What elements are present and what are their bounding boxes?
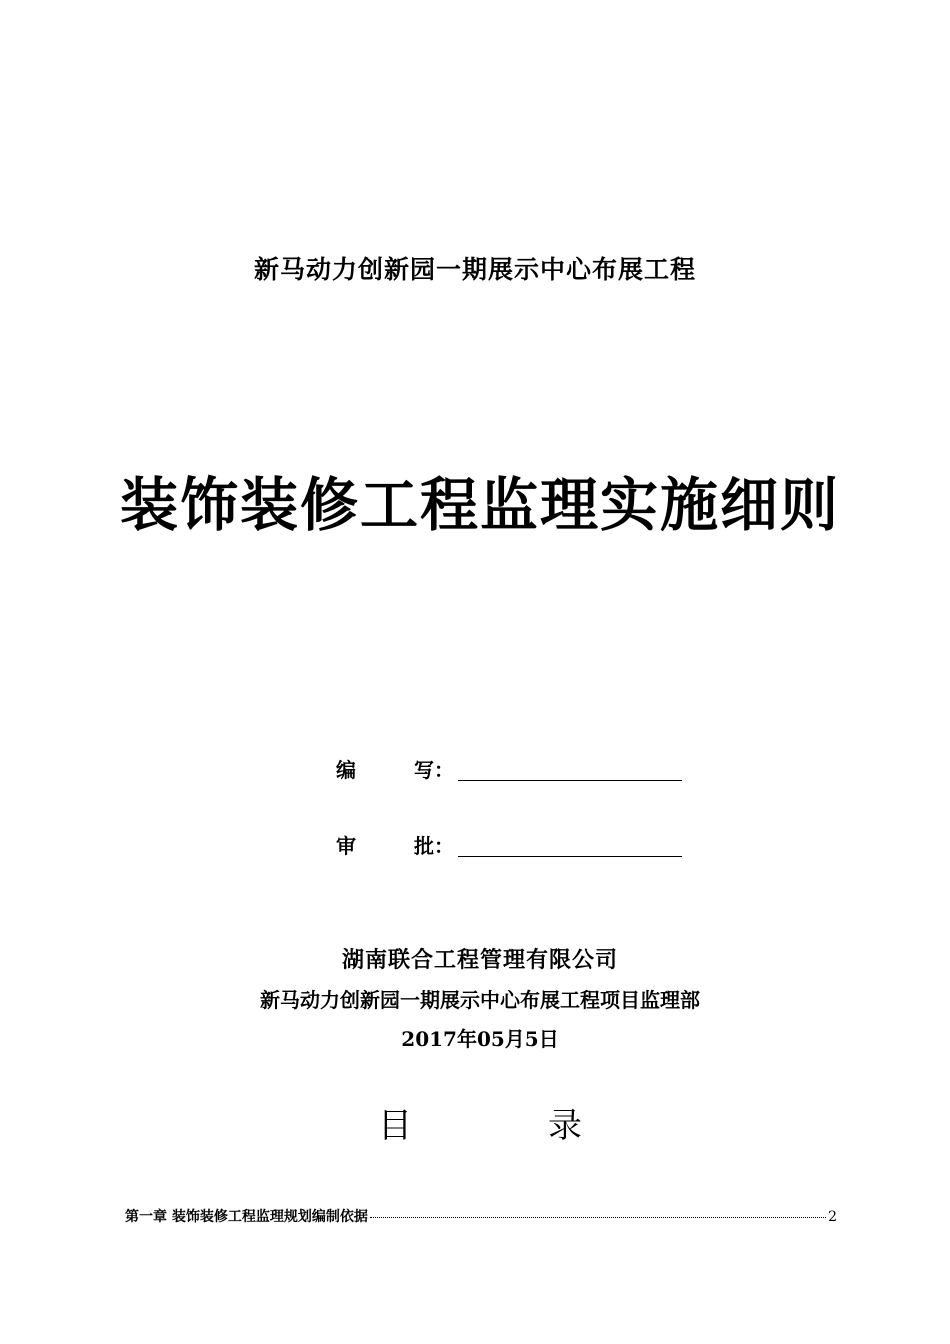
project-title: 新马动力创新园一期展示中心布展工程 [253,255,696,284]
document-date: 2017年05月5日 [401,1027,559,1051]
toc-leader-dots [370,1217,826,1218]
toc-entry-page: 2 [828,1209,837,1225]
signature-label-char2: 批： [414,834,454,858]
signature-row-write [336,754,686,784]
department-name: 新马动力创新园一期展示中心布展工程项目监理部 [260,988,700,1012]
signature-line [458,780,682,781]
signature-line [458,856,682,857]
signature-label-char1: 编 [336,758,356,782]
toc-title-char1: 目 [378,1106,412,1146]
signature-row-approve [336,830,686,860]
signature-label-char1: 审 [336,834,356,858]
toc-title [0,1098,950,1147]
toc-entry-label: 第一章 装饰装修工程监理规划编制依据 [125,1209,368,1225]
signature-label-char2: 写： [414,758,454,782]
company-name: 湖南联合工程管理有限公司 [341,947,618,973]
main-title: 装饰装修工程监理实施细则 [119,471,840,539]
toc-title-char2: 录 [548,1106,582,1146]
toc-entry[interactable] [125,1206,837,1228]
